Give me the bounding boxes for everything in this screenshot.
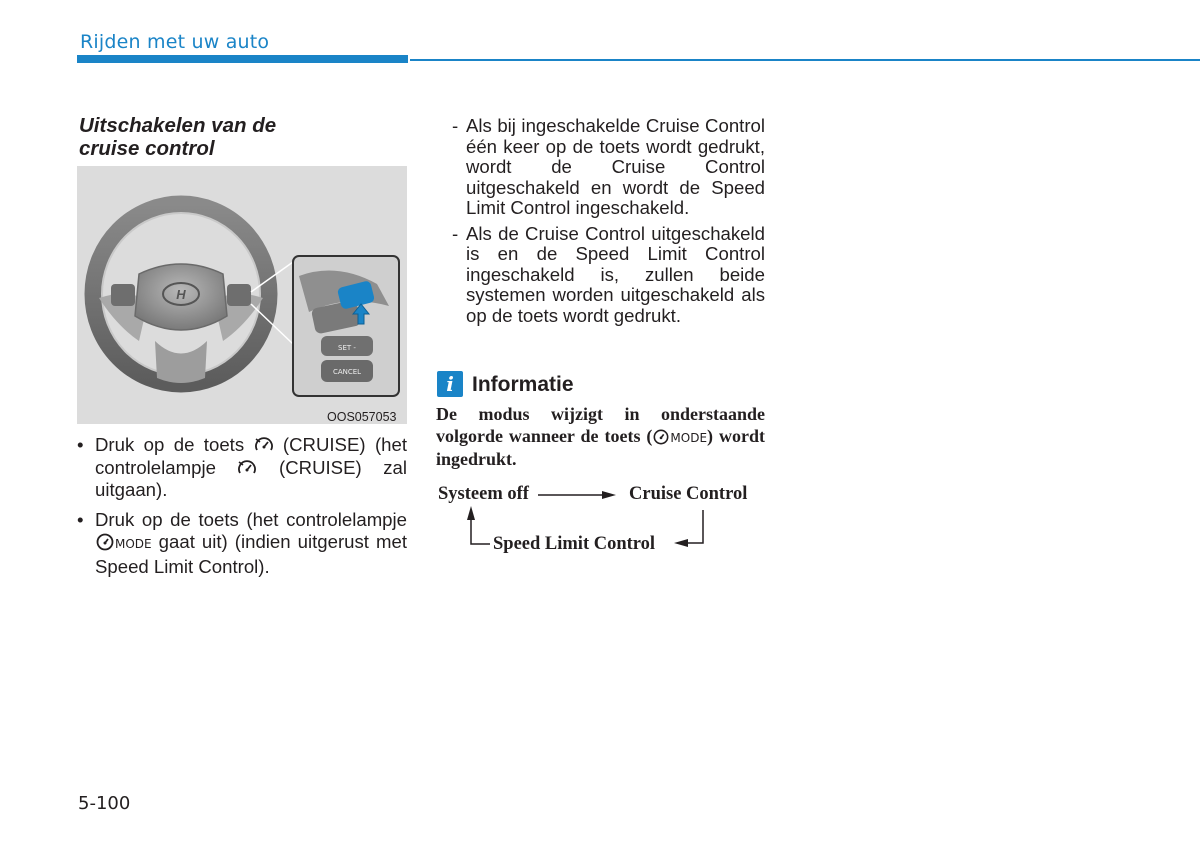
cruise-indicator-icon bbox=[237, 459, 257, 477]
section-title bbox=[79, 114, 379, 160]
svg-text:H: H bbox=[176, 287, 186, 302]
info-text-pre: De modus wijzigt in onderstaande volgorde wanneer de toets ( bbox=[436, 404, 765, 446]
bullet-text-post: (CRUISE) zal uitgaan). bbox=[95, 456, 407, 500]
mode-flow-diagram bbox=[436, 480, 776, 560]
fig-label-set: SET - bbox=[338, 344, 356, 352]
dash-item-text: Als de Cruise Control uitgeschakeld is en de Speed Limit Control ingeschakeld is, zullen beide systemen worden uitgeschakeld als op de toets wordt gedrukt. bbox=[466, 222, 765, 326]
flow-node-cruise-control: Cruise Control bbox=[629, 484, 748, 504]
flow-node-systeem-off: Systeem off bbox=[438, 484, 529, 504]
header-title: Rijden met uw auto bbox=[80, 31, 270, 53]
header-rule bbox=[410, 59, 1200, 61]
info-text-post: ) wordt ingedrukt. bbox=[436, 425, 765, 469]
bullet-list bbox=[77, 434, 407, 585]
mode-label: MODE bbox=[115, 537, 152, 551]
mode-label: MODE bbox=[670, 430, 708, 445]
steering-wheel-illustration bbox=[77, 166, 407, 424]
bullet-text-pre: Druk op de toets (het controlelampje bbox=[95, 508, 407, 530]
bullet-text-post: gaat uit) (indien uitgerust met Speed Limit Control). bbox=[95, 531, 407, 577]
bullet-dot: • bbox=[77, 508, 84, 530]
dash-item bbox=[436, 224, 765, 327]
dash-list bbox=[436, 116, 765, 331]
section-title-line2: cruise control bbox=[79, 137, 215, 160]
steering-wheel-figure bbox=[77, 166, 407, 424]
dash-marker: - bbox=[452, 222, 459, 244]
speed-limit-mode-icon bbox=[652, 429, 670, 445]
info-text bbox=[436, 404, 765, 471]
bullet-text-pre: Druk op de toets bbox=[95, 434, 254, 455]
fig-label-cancel: CANCEL bbox=[332, 368, 362, 376]
cruise-icon bbox=[254, 436, 274, 454]
dash-item bbox=[436, 116, 765, 219]
header-bar bbox=[77, 55, 408, 63]
bullet-text-mid: (CRUISE) (het controlelampje bbox=[95, 434, 407, 478]
page-number: 5-100 bbox=[78, 793, 131, 814]
bullet-item bbox=[77, 434, 407, 502]
dash-marker: - bbox=[452, 115, 459, 136]
flow-node-speed-limit-control: Speed Limit Control bbox=[493, 534, 656, 554]
info-icon: i bbox=[437, 371, 463, 397]
dash-item-text: Als bij ingeschakelde Cruise Control één keer op de toets wordt gedrukt, wordt de Cruise Control uitgeschakeld en wordt de Speed Limit Control ingeschakeld. bbox=[466, 115, 765, 218]
speed-limit-mode-icon bbox=[95, 533, 115, 551]
section-title-line1: Uitschakelen van de bbox=[79, 114, 277, 137]
bullet-item bbox=[77, 509, 407, 579]
info-title: Informatie bbox=[472, 373, 574, 396]
bullet-dot: • bbox=[77, 434, 84, 455]
figure-code: OOS057053 bbox=[327, 410, 397, 424]
